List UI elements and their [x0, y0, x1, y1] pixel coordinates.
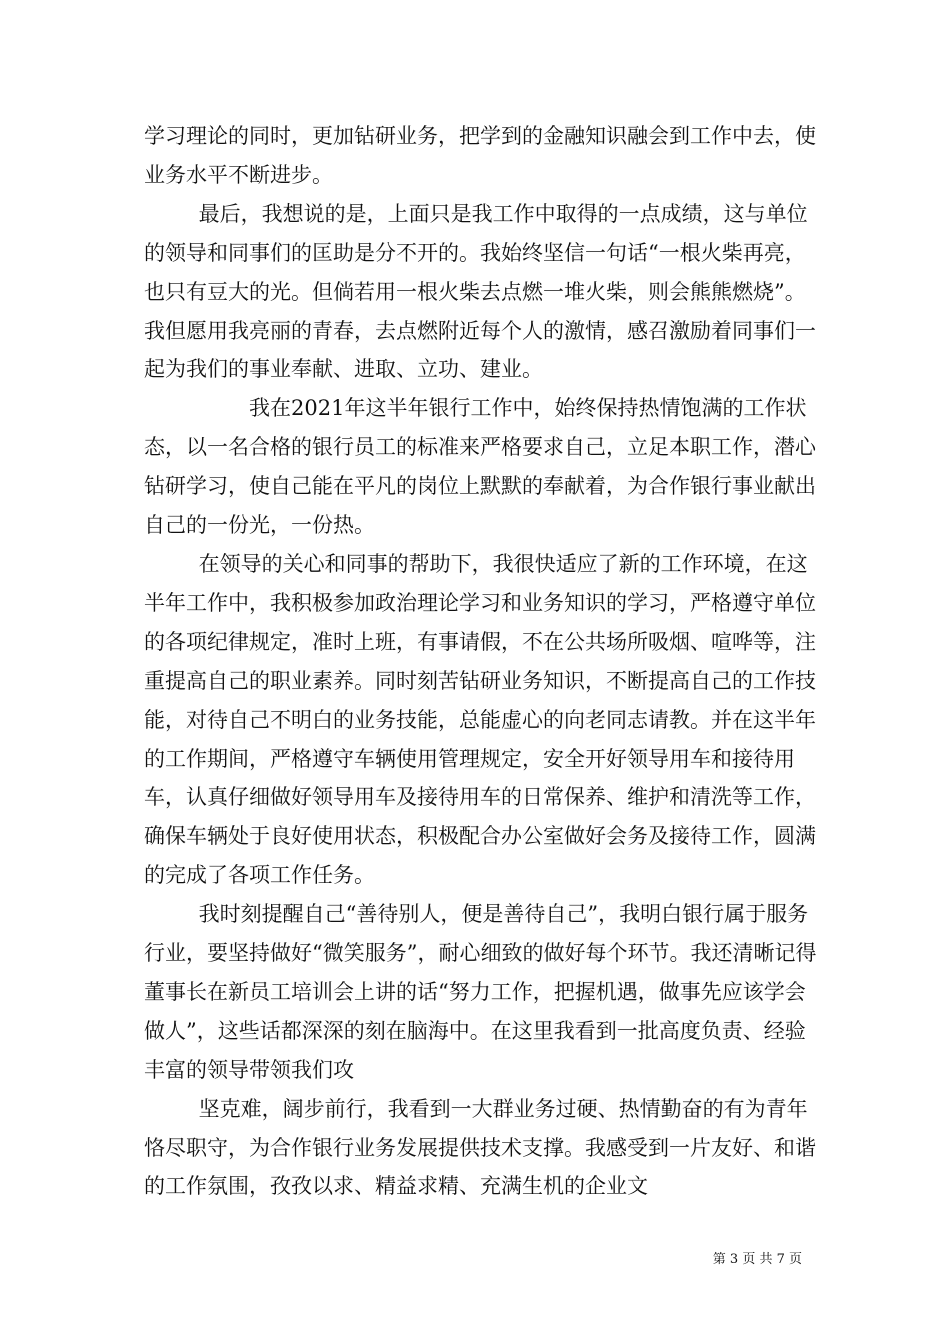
paragraph-culture: 坚克难，阔步前行，我看到一大群业务过硬、热情勤奋的有为青年恪尽职守，为合作银行业务发展提供技术支撑。我感受到一片友好、和谐的工作氛围，孜孜以求、精益求精、充满生机的企业文 [144, 1096, 816, 1199]
paragraph-continuation: 学习理论的同时，更加钻研业务，把学到的金融知识融会到工作中去，使业务水平不断进步。 [144, 124, 816, 187]
document-body [144, 117, 824, 1206]
paragraph-service: 我时刻提醒自己“善待别人，便是善待自己”，我明白银行属于服务行业，要坚持做好“微笑服务”，耐心细致的做好每个环节。我还清晰记得董事长在新员工培训会上讲的话“努力工作，把握机遇，做事先应该学会做人”，这些话都深深的刻在脑海中。在这里我看到一批高度负责、经验丰富的领导带领我们攻 [144, 902, 817, 1082]
paragraph-work: 在领导的关心和同事的帮助下，我很快适应了新的工作环境，在这半年工作中，我积极参加政治理论学习和业务知识的学习，严格遵守单位的各项纪律规定，准时上班，有事请假，不在公共场所吸烟、喧哗等，注重提高自己的职业素养。同时刻苦钻研业务知识，不断提高自己的工作技能，对待自己不明白的业务技能，总能虚心的向老同志请教。并在这半年的工作期间，严格遵守车辆使用管理规定，安全开好领导用车和接待用车，认真仔细做好领导用车及接待用车的日常保养、维护和清洗等工作，确保车辆处于良好使用状态，积极配合办公室做好会务及接待工作，圆满的完成了各项工作任务。 [144, 551, 816, 888]
paragraph-intro: 我在2021年这半年银行工作中，始终保持热情饱满的工作状态，以一名合格的银行员工的标准来严格要求自己，立足本职工作，潜心钻研学习，使自己能在平凡的岗位上默默的奉献着，为合作银行事业献出自己的一份光，一份热。 [144, 396, 816, 538]
page-number: 第 3 页 共 7 页 [712, 1252, 802, 1267]
paragraph-closing: 最后，我想说的是，上面只是我工作中取得的一点成绩，这与单位的领导和同事们的匡助是分不开的。我始终坚信一句话“一根火柴再亮，也只有豆大的光。但倘若用一根火柴去点燃一堆火柴，则会熊熊燃烧”。我但愿用我亮丽的青春，去点燃附近每个人的激情，感召激励着同事们一起为我们的事业奉献、进取、立功、建业。 [144, 201, 816, 382]
